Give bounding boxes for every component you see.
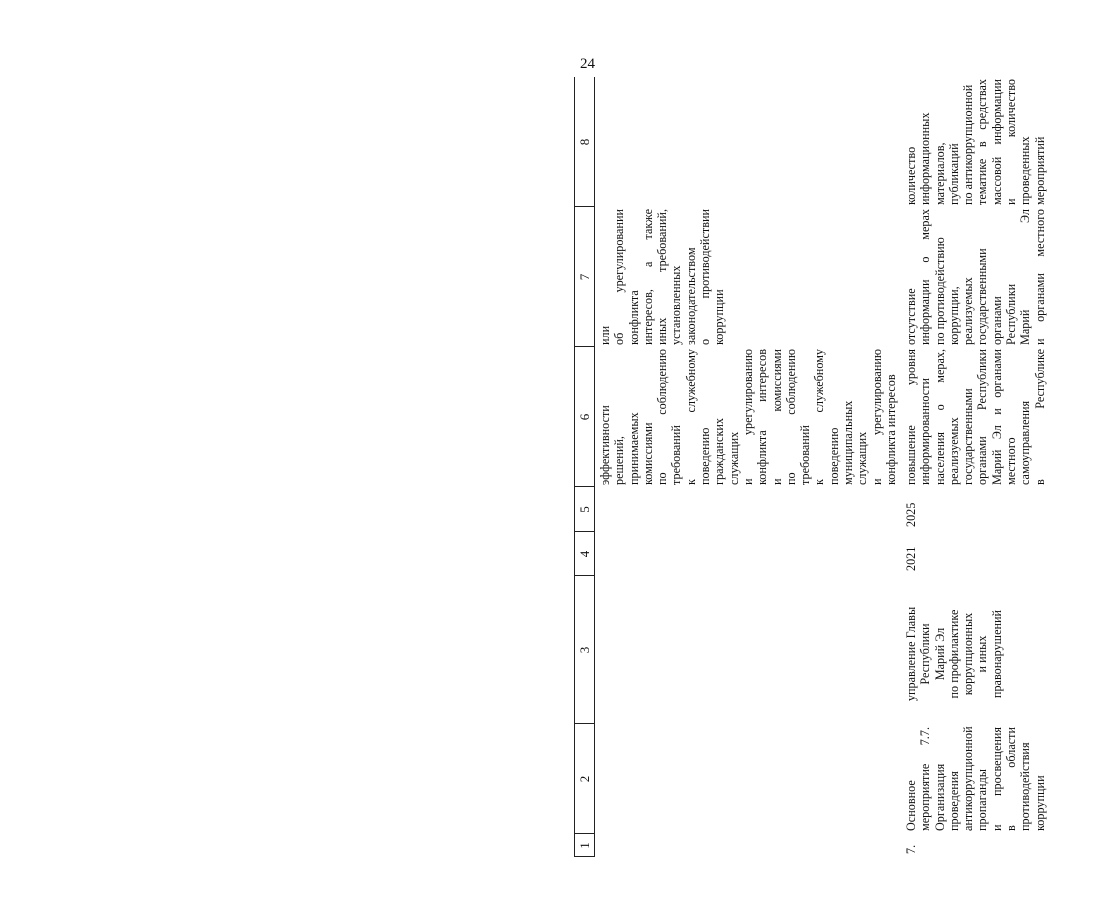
cell-line: коррупции bbox=[1032, 775, 1047, 831]
col-number: 5 bbox=[577, 506, 592, 513]
cell-line: и комиссиями bbox=[769, 349, 784, 485]
cell-line: в Республике bbox=[1032, 349, 1047, 485]
cell-line: тематике в средствах bbox=[975, 79, 990, 205]
cell-line: по антикоррупционной bbox=[961, 84, 976, 205]
cell-line: реализуемых bbox=[961, 277, 976, 345]
cell-line: Марий Эл bbox=[932, 627, 947, 681]
cell-line: коррупционных bbox=[961, 612, 976, 696]
cell-line: комиссиями bbox=[640, 422, 655, 485]
cell-line: законодательством bbox=[683, 247, 698, 345]
cell-line: мероприятие 7.7. bbox=[918, 727, 933, 831]
cell-line: населения о мерах, bbox=[932, 349, 947, 485]
row7-col5: 2025 bbox=[904, 502, 918, 527]
cell-line: в области bbox=[1004, 727, 1019, 831]
cell-line: правонарушений bbox=[989, 609, 1004, 699]
cell-line: и урегулированию bbox=[740, 349, 755, 485]
page-number: 24 bbox=[580, 56, 595, 72]
col-number: 3 bbox=[577, 646, 592, 654]
cell-line: служащих bbox=[726, 431, 741, 485]
row7-col4: 2021 bbox=[904, 546, 918, 571]
cell-line: органами Республики bbox=[975, 349, 990, 485]
cell-line: Марий Эл и органами bbox=[989, 349, 1004, 485]
cell-line: самоуправления bbox=[1018, 400, 1033, 485]
cell-line: Республики bbox=[918, 623, 933, 685]
prev-row-col7 bbox=[598, 209, 727, 345]
col-1 bbox=[574, 834, 1119, 857]
cell-line: по противодействию bbox=[932, 237, 947, 345]
cell-line: государственными bbox=[975, 248, 990, 345]
cell-line: информационных bbox=[918, 112, 933, 205]
row7-col8 bbox=[904, 79, 1047, 205]
cell-line: эффективности bbox=[598, 405, 612, 485]
cell-line: и количество bbox=[1004, 79, 1019, 205]
cell-line: или bbox=[598, 325, 612, 345]
cell-line: принимаемых bbox=[626, 412, 641, 485]
cell-line: о противодействии bbox=[698, 209, 713, 345]
cell-line: установленных bbox=[669, 265, 684, 345]
cell-line: материалов, bbox=[932, 142, 947, 205]
col-4 bbox=[574, 532, 1119, 576]
cell-line: коррупции, bbox=[946, 286, 961, 345]
cell-line: требований bbox=[669, 425, 684, 485]
cell-line: к служебному bbox=[683, 349, 698, 485]
cell-line: реализуемых bbox=[946, 417, 961, 485]
cell-line: конфликта интересов bbox=[883, 374, 898, 485]
cell-line: и иных bbox=[975, 635, 990, 673]
cell-line: проведенных bbox=[1018, 136, 1033, 205]
cell-line: государственными bbox=[961, 388, 976, 485]
cell-line: интересов, а также bbox=[640, 209, 655, 345]
rotated-table bbox=[574, 77, 1119, 857]
col-number: 8 bbox=[577, 138, 592, 146]
cell-line: повышение уровня bbox=[904, 349, 918, 485]
cell-line: противодействия bbox=[1018, 742, 1033, 831]
col-5 bbox=[574, 487, 1119, 532]
cell-line: и органами местного bbox=[1032, 209, 1047, 345]
cell-line: Марий Эл bbox=[1018, 209, 1033, 345]
cell-line: Республики bbox=[1004, 283, 1019, 345]
cell-line: пропаганды bbox=[975, 769, 990, 831]
cell-line: иных требований, bbox=[655, 209, 670, 345]
col-number: 1 bbox=[577, 842, 592, 849]
cell-line: конфликта bbox=[626, 290, 641, 345]
cell-line: к служебному bbox=[812, 349, 827, 485]
col-number: 6 bbox=[577, 413, 592, 421]
cell-line: по профилактике bbox=[946, 609, 961, 699]
col-number: 4 bbox=[577, 550, 592, 558]
col-number: 7 bbox=[577, 273, 592, 281]
cell-line: поведению bbox=[826, 427, 841, 485]
cell-line: информации о мерах bbox=[918, 209, 933, 345]
cell-line: об урегулировании bbox=[612, 209, 627, 345]
row7-col3 bbox=[904, 591, 1004, 717]
cell-line: конфликта интересов bbox=[755, 349, 770, 485]
col-number: 2 bbox=[577, 775, 592, 783]
cell-line: информированности bbox=[918, 377, 933, 485]
cell-line: проведения bbox=[946, 771, 961, 831]
cell-line: мероприятий bbox=[1032, 136, 1047, 205]
cell-line: отсутствие bbox=[904, 288, 918, 345]
cell-line: муниципальных bbox=[841, 400, 856, 485]
cell-line: Организация bbox=[932, 763, 947, 831]
col-3 bbox=[574, 576, 1119, 724]
cell-line: и урегулированию bbox=[869, 349, 884, 485]
cell-line: гражданских bbox=[712, 417, 727, 485]
cell-line: количество bbox=[904, 146, 918, 205]
cell-line: требований bbox=[798, 425, 813, 485]
cell-line: антикоррупционной bbox=[961, 726, 976, 831]
cell-line: поведению bbox=[698, 427, 713, 485]
cell-line: управление Главы bbox=[904, 606, 918, 702]
prev-row-col6 bbox=[598, 349, 898, 485]
cell-line: публикаций bbox=[946, 143, 961, 205]
cell-line: служащих bbox=[855, 431, 870, 485]
row7-number: 7. bbox=[904, 844, 918, 854]
row7-col2 bbox=[904, 727, 1047, 831]
row7-col6 bbox=[904, 349, 1047, 485]
cell-line: органами bbox=[989, 296, 1004, 345]
cell-line: массовой информации bbox=[989, 79, 1004, 205]
cell-line: коррупции bbox=[712, 289, 727, 345]
cell-line: по соблюдению bbox=[655, 349, 670, 485]
cell-line: решений, bbox=[612, 436, 627, 485]
cell-line: местного bbox=[1004, 437, 1019, 485]
cell-line: по соблюдению bbox=[783, 349, 798, 485]
row7-col7 bbox=[904, 209, 1047, 345]
cell-line: и просвещения bbox=[989, 727, 1004, 831]
cell-line: Основное bbox=[904, 780, 918, 831]
